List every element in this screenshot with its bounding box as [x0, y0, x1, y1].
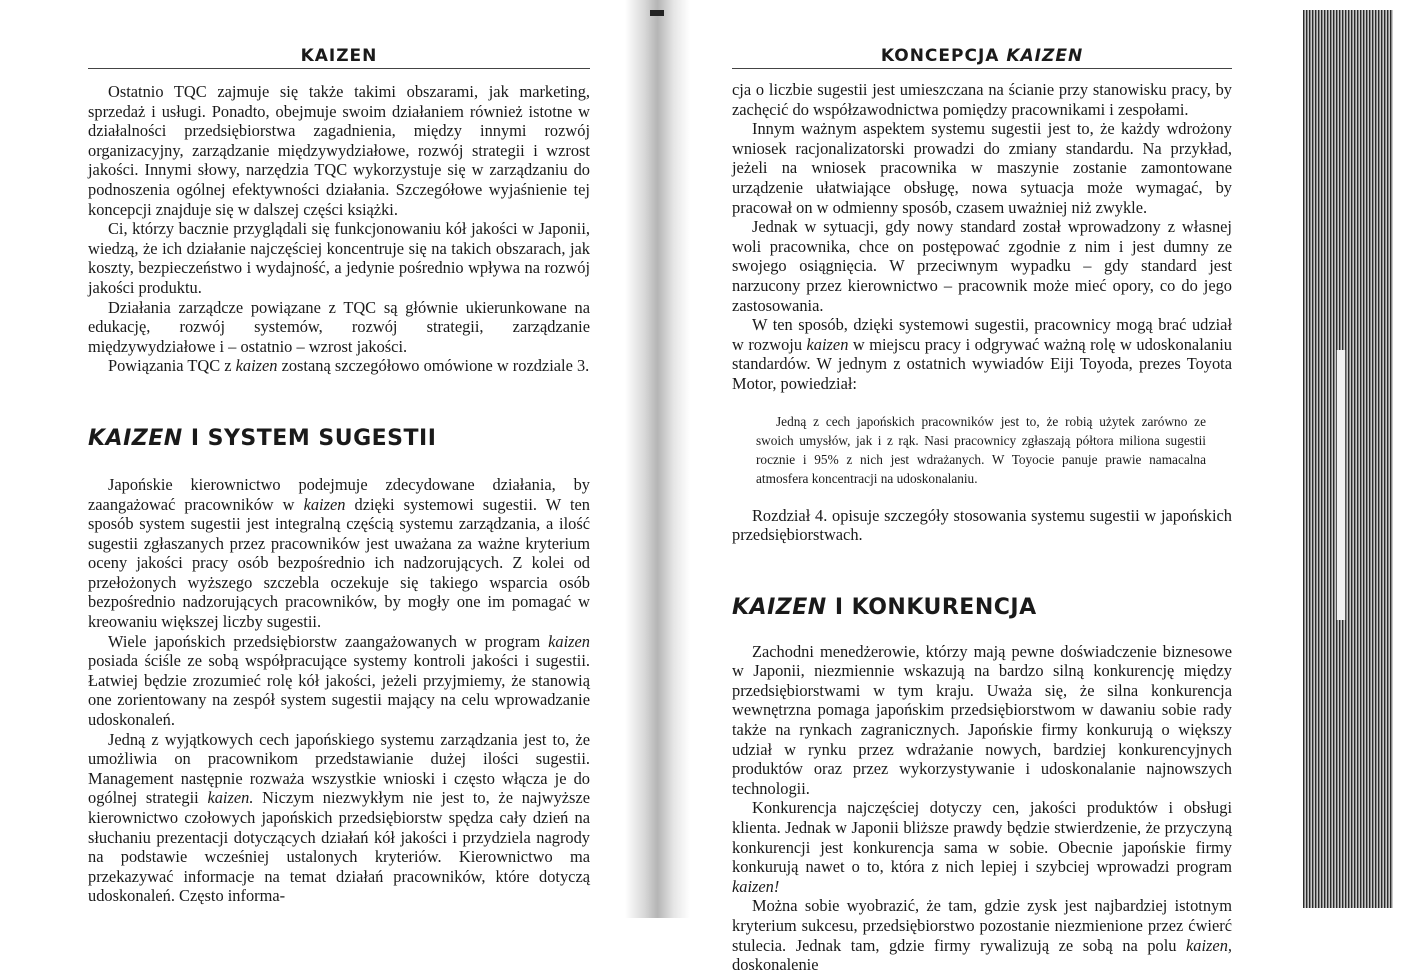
paragraph: Jednak w sytuacji, gdy nowy standard został wprowadzony z własnej woli pracownika, chce on postępować zgodnie z nim i jest dumny ze swojego osiągnięcia. W przeciwnym wypadku – gdy standard jest narzucony przez kierownictwo – pracownik może mieć opory, co do jego zastosowania.	[732, 217, 1232, 315]
header-rule	[88, 68, 590, 69]
paragraph: Ostatnio TQC zajmuje się także takimi obszarami, jak marketing, sprzedaż i usługi. Ponadto, obejmuje swoim działaniem również istotne w działalności przedsiębiorstwa zagadnienia, między innymi rozwój organizacyjny, zarządzanie międzywydziałowe, rozwój strategii i wzrost jakości. Innymi słowy, narzędzia TQC wykorzystuje się w zarządzaniu do podnoszenia ogólnej efektywności działania. Szczegółowe wyjaśnienie tej koncepcji znajduje się w dalszej części książki.	[88, 82, 590, 219]
paragraph: cja o liczbie sugestii jest umieszczana na ścianie przy stanowisku pracy, by zachęcić do współzawodnictwa pomiędzy pracownikami i zespołami.	[732, 80, 1232, 119]
running-head-right: KONCEPCJA KAIZEN	[880, 46, 1084, 66]
paragraph: Zachodni menedżerowie, którzy mają pewne doświadczenie biznesowe w Japonii, niezmiennie wskazują na bardzo silną konkurencję między przedsiębiorstwami w tym kraju. Uważa się, że silna konkurencja wewnętrzna pomaga japońskim przedsiębiorstwom w dawaniu sobie rady także na rynkach zagranicznych. Japońskie firmy konkurują o większy udział w rynku przez wdrażanie nowych, bardziej konkurencyjnych produktów oraz przez wykorzystywanie i udoskonalanie najnowszych technologii.	[732, 641, 1232, 798]
right-text-block	[732, 80, 1232, 975]
gutter-mark	[650, 10, 664, 16]
paragraph: Japońskie kierownictwo podejmuje zdecydowane działania, by zaangażować pracowników w kaizen dzięki systemowi sugestii. W ten sposób system sugestii jest integralną częścią systemu zarządzania, a ilość sugestii zgłaszanych przez pracowników jest uważana za ważne kryterium oceny jakości pracy osób bezpośrednio ich nadzorujących. Z kolei od przełożonych wyższego szczebla oczekuje się takiego wsparcia osób bezpośrednio nadzorujących pracowników, by mogły one im pomagać w kreowaniu większej liczby sugestii.	[88, 474, 590, 632]
paragraph: W ten sposób, dzięki systemowi sugestii, pracownicy mogą brać udział w rozwoju kaizen w miejscu pracy i odgrywać ważną rolę w udoskonalaniu standardów. W jednym z ostatnich wywiadów Eiji Toyoda, prezes Toyota Motor, powiedział:	[732, 315, 1232, 393]
paragraph: Działania zarządcze powiązane z TQC są głównie ukierunkowane na edukację, rozwój systemów, rozwój strategii, zarządzanie międzywydziałowe i – ostatnio – wzrost jakości.	[88, 297, 590, 356]
block-quote: Jedną z cech japońskich pracowników jest to, że robią użytek zarówno ze swoich umysłów, jak i z rąk. Nasi pracownicy zgłaszają półtora miliona sugestii rocznie i 95% z nich jest wdrażanych. W Toyocie panuje prawie namacalna atmosfera koncentracji na udoskonalaniu.	[756, 413, 1206, 486]
running-head-left: KAIZEN	[300, 46, 378, 66]
left-page	[0, 0, 625, 918]
paragraph: Można sobie wyobrazić, że tam, gdzie zysk jest najbardziej istotnym kryterium sukcesu, przedsiębiorstwo pozostanie niezmienione przez ćwierć stulecia. Jednak tam, gdzie firmy rywalizują ze sobą na polu kaizen, doskonalenie	[732, 896, 1232, 975]
section-heading: KAIZEN I SYSTEM SUGESTII	[88, 425, 437, 451]
paragraph: Jedną z wyjątkowych cech japońskiego systemu zarządzania jest to, że umożliwia on pracownikom przedstawianie dużej ilości sugestii. Management następnie rozważa wszystkie wnioski i często włącza je do ogólnej strategii kaizen. Niczym niezwykłym nie jest to, że najwyższe kierownictwo czołowych japońskich przedsiębiorstw spędza cały dzień na słuchaniu prezentacji dotyczących działań kół jakości i przydziela nagrody na podstawie wcześniej ustalonych kryteriów. Kierownictwo ma przekazywać informacje na temat działań pracowników, które dotyczą udoskonaleń. Często informa-	[88, 729, 590, 906]
page-edges	[1303, 10, 1393, 908]
paragraph: Konkurencja najczęściej dotyczy cen, jakości produktów i obsługi klienta. Jednak w Japonii bliższe prawdy będzie stwierdzenie, że przyczyną konkurencji jest konkurencja sama w sobie. Obecnie japońskie firmy konkurują nawet o to, która z nich lepiej i szybciej wprowadzi program kaizen!	[732, 798, 1232, 896]
book-gutter	[625, 0, 690, 918]
paragraph: Innym ważnym aspektem systemu sugestii jest to, że każdy wdrożony wniosek racjonalizatorski prowadzi do zmiany standardu. Na przykład, jeżeli na wniosek pracownika w maszynie zostanie zamontowane urządzenie ułatwiające obsługę, nowa sytuacja może wymagać, by pracował on w odmienny sposób, czasem uważniej niż zwykle.	[732, 119, 1232, 217]
paragraph: Rozdział 4. opisuje szczegóły stosowania systemu sugestii w japońskich przedsiębiorstwach.	[732, 505, 1232, 545]
right-page	[690, 0, 1300, 975]
paragraph: Wiele japońskich przedsiębiorstw zaangażowanych w program kaizen posiada ściśle ze sobą współpracujące systemy kontroli jakości i sugestii. Łatwiej będzie zrozumieć rolę kół jakości, jeżeli przyjmiemy, że stanowią one zorientowany na zespół system sugestii mający na celu wprowadzanie udoskonaleń.	[88, 631, 590, 730]
section-heading: KAIZEN I KONKURENCJA	[732, 594, 1037, 620]
header-rule	[732, 68, 1232, 69]
paragraph: Ci, którzy bacznie przyglądali się funkcjonowaniu kół jakości w Japonii, wiedzą, że ich działanie najczęściej koncentruje się na takich obszarach, jak koszty, bezpieczeństwo i wydajność, a jedynie pośrednio wpływa na rozwój jakości produktu.	[88, 219, 590, 297]
left-text-block	[88, 82, 590, 906]
bookmark-tab	[1336, 350, 1346, 620]
paragraph: Powiązania TQC z kaizen zostaną szczegółowo omówione w rozdziale 3.	[108, 356, 590, 376]
